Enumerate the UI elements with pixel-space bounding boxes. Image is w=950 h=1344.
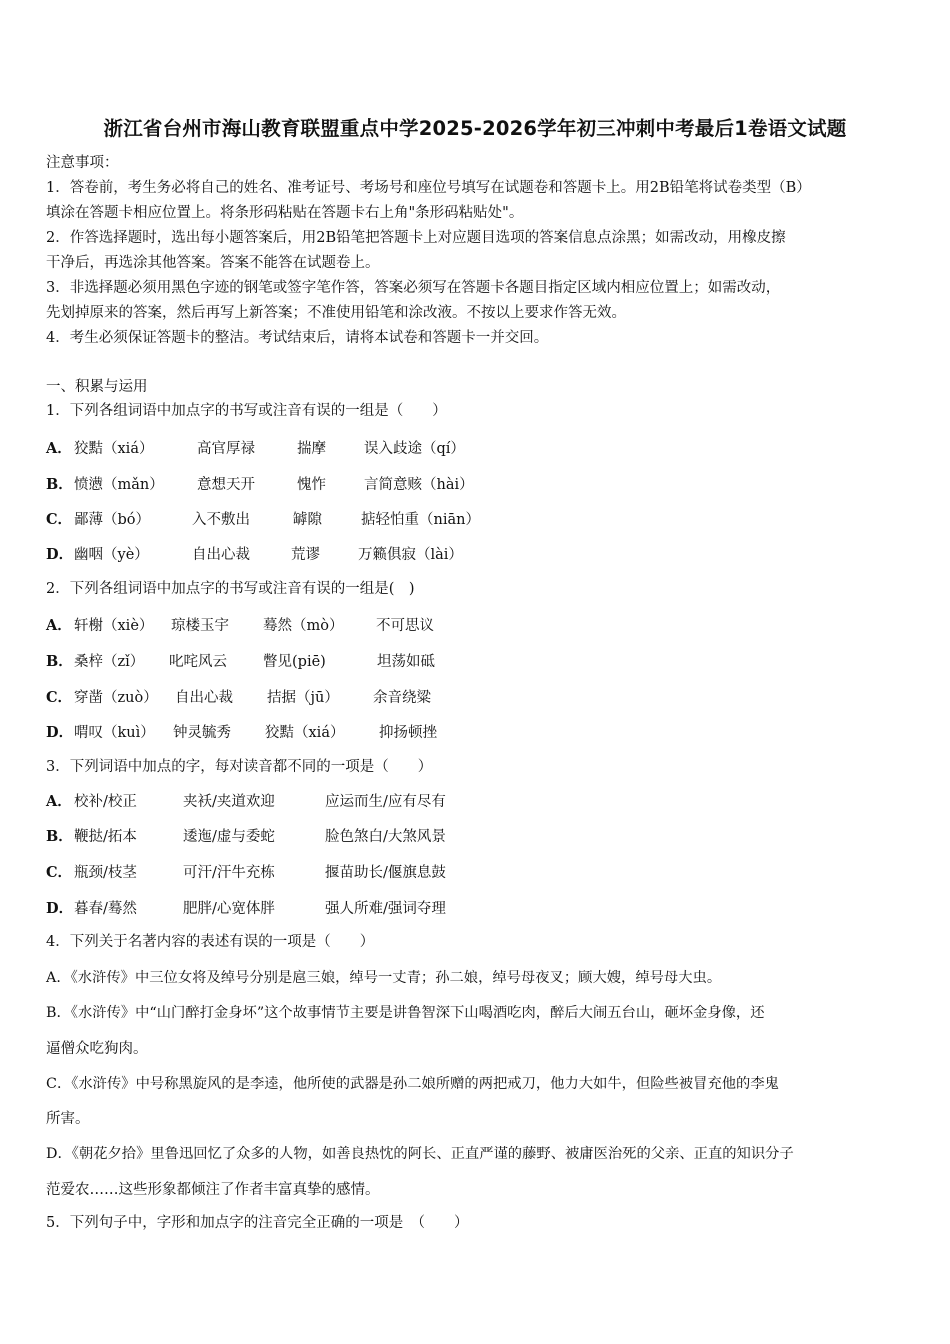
question-4-option-a: A．《水浒传》中三位女将及绰号分别是扈三娘，绰号一丈青；孙二娘，绰号母夜叉；顾大嫂，绰号母大虫。 xyxy=(46,970,722,986)
option-letter: C． xyxy=(46,864,73,881)
notice-line-2a: 2．作答选择题时，选出每小题答案后，用2B铅笔把答题卡上对应题目选项的答案信息点涂黑；如需改动，用橡皮擦 xyxy=(46,230,786,246)
option-term: 校补/校正 xyxy=(74,794,137,810)
option-term: 暮春/蓦然 xyxy=(74,901,137,917)
option-letter: D． xyxy=(46,900,74,917)
question-4-option-c-line2: 所害。 xyxy=(46,1111,90,1127)
notice-line-1a: 1．答卷前，考生务必将自己的姓名、准考证号、考场号和座位号填写在试题卷和答题卡上。用2B铅笔将试卷类型（B） xyxy=(46,180,811,196)
option-term: 逶迤/虚与委蛇 xyxy=(183,829,275,845)
option-term: 瓶颈/枝茎 xyxy=(74,865,137,881)
option-term: 揠苗助长/偃旗息鼓 xyxy=(325,865,446,881)
option-term: 自出心裁 xyxy=(192,547,250,563)
option-letter: A． xyxy=(46,793,72,810)
option-term: 肥胖/心宽体胖 xyxy=(183,901,275,917)
option-letter: A． xyxy=(46,617,72,634)
option-term: 余音绕粱 xyxy=(373,690,431,706)
notice-line-3b: 先划掉原来的答案，然后再写上新答案；不准使用铅笔和涂改液。不按以上要求作答无效。 xyxy=(46,305,626,321)
option-term: 坦荡如砥 xyxy=(377,654,435,670)
question-4-option-b-line1: B．《水浒传》中“山门醉打金身坏”这个故事情节主要是讲鲁智深下山喝酒吃肉，醉后大闹五台山，砸坏金身像，还 xyxy=(46,1005,765,1021)
option-term: 罅隙 xyxy=(293,512,322,528)
question-5-stem: 5．下列句子中，字形和加点字的注音完全正确的一项是 （ ） xyxy=(46,1215,469,1231)
option-term: 桑梓（zǐ） xyxy=(74,654,145,670)
option-term: 愧怍 xyxy=(297,477,326,493)
option-term: 掂轻怕重（niān） xyxy=(361,512,480,528)
question-1-stem: 1．下列各组词语中加点字的书写或注音有误的一组是（ ） xyxy=(46,403,447,419)
option-term: 叱咤风云 xyxy=(169,654,227,670)
question-4-option-c-line1: C．《水浒传》中号称黑旋风的是李逵，他所使的武器是孙二娘所赠的两把戒刀，他力大如牛，但险些被冒充他的李鬼 xyxy=(46,1076,779,1092)
option-term: 抑扬顿挫 xyxy=(379,725,437,741)
option-term: 鞭挞/拓本 xyxy=(74,829,137,845)
option-term: 幽咽（yè） xyxy=(74,547,149,563)
option-term: 鄙薄（bó） xyxy=(74,512,151,528)
option-term: 钟灵毓秀 xyxy=(173,725,231,741)
notice-heading: 注意事项： xyxy=(46,155,119,171)
option-term: 瞥见(piē) xyxy=(263,654,326,670)
option-term: 喟叹（kuì） xyxy=(74,725,155,741)
option-letter: B． xyxy=(46,828,73,845)
option-term: 夹袄/夹道欢迎 xyxy=(183,794,275,810)
option-term: 狡黠（xiá） xyxy=(265,725,345,741)
option-letter: B． xyxy=(46,476,73,493)
option-term: 万籁俱寂（lài） xyxy=(358,547,463,563)
option-letter: A． xyxy=(46,440,72,457)
question-4-option-d-line1: D．《朝花夕拾》里鲁迅回忆了众多的人物，如善良热忱的阿长、正直严谨的藤野、被庸医治死的父亲、正直的知识分子 xyxy=(46,1146,794,1162)
question-4-stem: 4．下列关于名著内容的表述有误的一项是（ ） xyxy=(46,934,375,950)
question-3-stem: 3．下列词语中加点的字，每对读音都不同的一项是（ ） xyxy=(46,759,433,775)
option-term: 不可思议 xyxy=(376,618,434,634)
option-term: 强人所难/强词夺理 xyxy=(325,901,446,917)
question-4-option-d-line2: 范爱农……这些形象都倾注了作者丰富真挚的感情。 xyxy=(46,1182,380,1198)
question-2-stem: 2．下列各组词语中加点字的书写或注音有误的一组是( ) xyxy=(46,581,415,597)
option-term: 拮据（jū） xyxy=(267,690,339,706)
notice-line-2b: 干净后，再选涂其他答案。答案不能答在试题卷上。 xyxy=(46,255,380,271)
option-letter: C． xyxy=(46,511,73,528)
section-heading: 一、积累与运用 xyxy=(46,379,148,395)
option-term: 愤懑（mǎn） xyxy=(74,477,164,493)
notice-line-3a: 3．非选择题必须用黑色字迹的钢笔或签字笔作答，答案必须写在答题卡各题目指定区域内相应位置上；如需改动， xyxy=(46,280,781,296)
option-term: 揣摩 xyxy=(297,441,326,457)
option-term: 自出心裁 xyxy=(175,690,233,706)
option-term: 脸色煞白/大煞风景 xyxy=(325,829,446,845)
option-term: 琼楼玉宇 xyxy=(171,618,229,634)
option-term: 荒谬 xyxy=(291,547,320,563)
notice-line-4: 4．考生必须保证答题卡的整洁。考试结束后，请将本试卷和答题卡一并交回。 xyxy=(46,330,549,346)
option-letter: D． xyxy=(46,546,74,563)
option-term: 蓦然（mò） xyxy=(263,618,344,634)
page-title: 浙江省台州市海山教育联盟重点中学2025-2026学年初三冲刺中考最后1卷语文试题 xyxy=(103,117,847,140)
option-letter: C． xyxy=(46,689,73,706)
option-term: 高官厚禄 xyxy=(197,441,255,457)
question-4-option-b-line2: 逼僧众吃狗肉。 xyxy=(46,1041,148,1057)
option-term: 误入歧途（qí） xyxy=(364,441,465,457)
option-term: 狡黠（xiá） xyxy=(74,441,154,457)
option-term: 言简意赅（hài） xyxy=(364,477,474,493)
option-term: 轩榭（xiè） xyxy=(74,618,154,634)
option-letter: D． xyxy=(46,724,74,741)
option-term: 入不敷出 xyxy=(192,512,250,528)
option-term: 穿凿（zuò） xyxy=(74,690,158,706)
option-term: 应运而生/应有尽有 xyxy=(325,794,446,810)
option-letter: B． xyxy=(46,653,73,670)
notice-line-1b: 填涂在答题卡相应位置上。将条形码粘贴在答题卡右上角"条形码粘贴处"。 xyxy=(46,205,524,221)
option-term: 意想天开 xyxy=(197,477,255,493)
option-term: 可汗/汗牛充栋 xyxy=(183,865,275,881)
